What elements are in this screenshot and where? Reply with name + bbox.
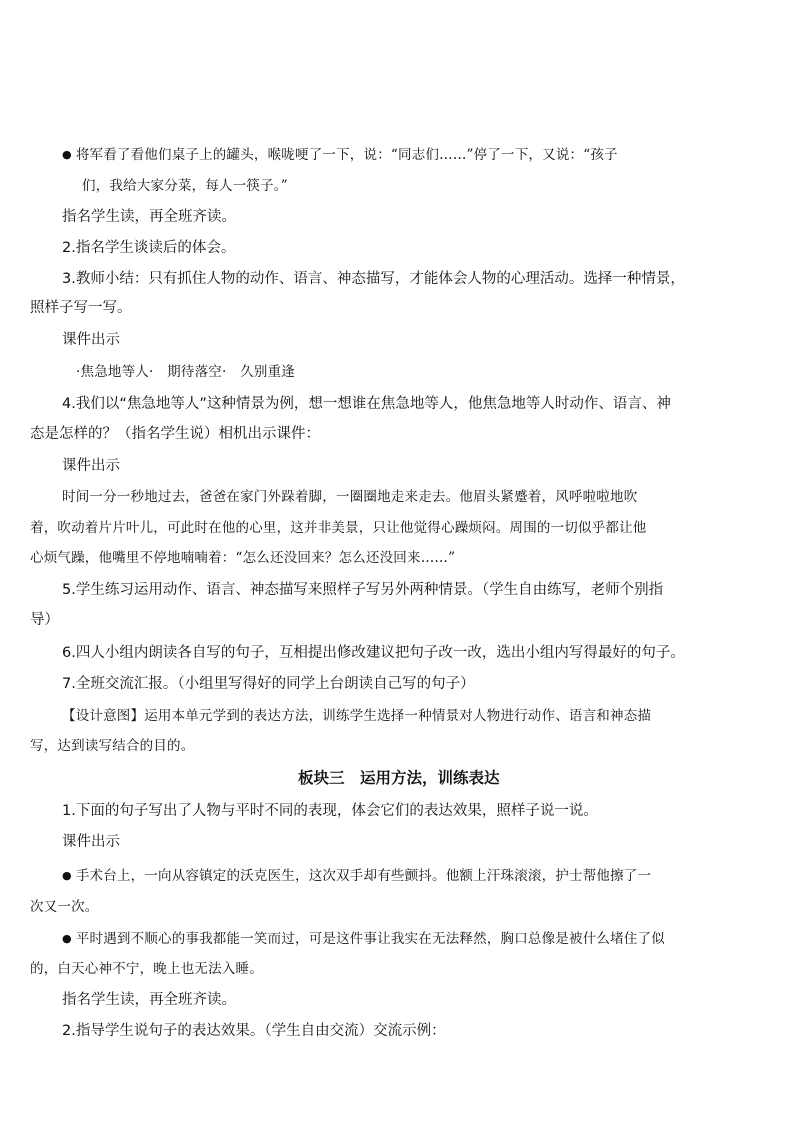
example-line: 心烦气躁，他嘴里不停地喃喃着：“怎么还没回来？怎么还没回来……” — [30, 550, 456, 566]
quote-line: ● 平时遇到不顺心的事我都能一笑而过，可是这件事让我实在无法释然，胸口总像是被什么堵住了似 — [62, 929, 665, 950]
body-line: 7.全班交流汇报。（小组里写得好的同学上台朗读自己写的句子） — [62, 676, 475, 692]
courseware-label: 课件出示 — [62, 458, 120, 474]
body-line: 6.四人小组内朗读各自写的句子，互相提出修改建议把句子改一改，选出小组内写得最好的句子。 — [62, 645, 685, 661]
design-intent: 写，达到读写结合的目的。 — [30, 738, 195, 754]
quote-line: 们，我给大家分菜，每人一筷子。” — [82, 178, 288, 194]
body-line: 照样子写一写。 — [30, 300, 132, 316]
design-intent: 【设计意图】运用本单元学到的表达方法，训练学生选择一种情景对人物进行动作、语言和神态描 — [62, 708, 652, 724]
body-line: 5.学生练习运用动作、语言、神态描写来照样子写另外两种情景。（学生自由练写，老师个别指 — [62, 582, 664, 598]
scenario-options: ·焦急地等人· 期待落空· 久别重逢 — [76, 364, 295, 380]
body-line: 1.下面的句子写出了人物与平时不同的表现，体会它们的表达效果，照样子说一说。 — [62, 803, 598, 819]
body-line: 2.指名学生谈读后的体会。 — [62, 240, 236, 256]
example-line: 着，吹动着片片叶儿，可此时在他的心里，这并非美景，只让他觉得心躁烦闷。周围的一切似乎都让他 — [30, 520, 647, 536]
body-line: 指名学生读，再全班齐读。 — [62, 209, 236, 225]
courseware-label: 课件出示 — [62, 332, 120, 348]
quote-line: 的，白天心神不宁，晚上也无法入睡。 — [30, 961, 263, 977]
body-line: 3.教师小结：只有抓住人物的动作、语言、神态描写，才能体会人物的心理活动。选择一种情景， — [62, 271, 685, 287]
body-line: 4.我们以“焦急地等人”这种情景为例，想一想谁在焦急地等人，他焦急地等人时动作、语言、神 — [62, 396, 671, 412]
body-line: 态是怎样的？（指名学生说）相机出示课件： — [30, 426, 320, 442]
body-line: 指名学生读，再全班齐读。 — [62, 992, 236, 1008]
quote-line: 次又一次。 — [30, 899, 99, 915]
body-line: 2.指导学生说句子的表达效果。（学生自由交流）交流示例： — [62, 1023, 446, 1039]
courseware-label: 课件出示 — [62, 834, 120, 850]
quote-line: ● 手术台上，一向从容镇定的沃克医生，这次双手却有些颤抖。他额上汗珠滚滚，护士帮他擦了一 — [62, 866, 651, 887]
example-line: 时间一分一秒地过去，爸爸在家门外跺着脚，一圈圈地走来走去。他眉头紧蹙着，风呼啦啦地吹 — [62, 489, 638, 505]
body-line: 导） — [30, 612, 59, 628]
quote-line: ● 将军看了看他们桌子上的罐头，喉咙哽了一下，说：“同志们……”停了一下，又说：“孩子 — [62, 145, 618, 166]
section-heading: 板块三 运用方法，训练表达 — [298, 769, 500, 787]
